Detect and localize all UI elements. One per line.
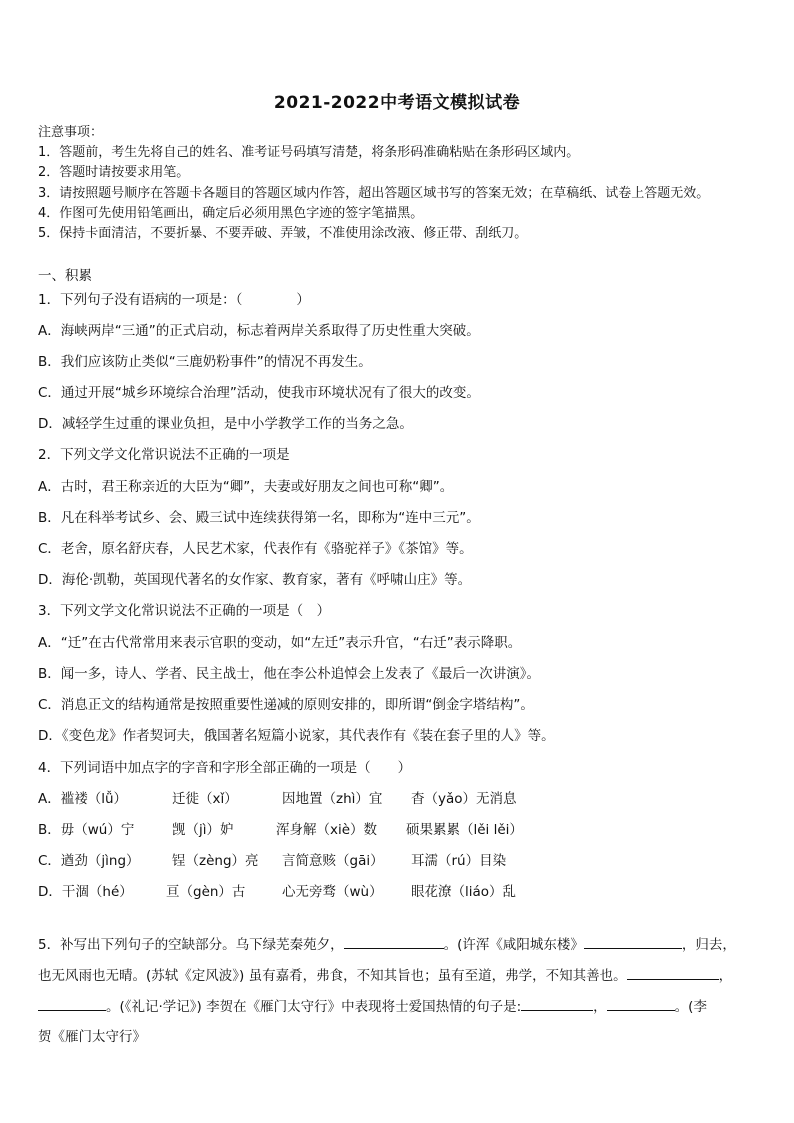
q5-line-2-text-a: 也无风雨也无晴。(苏轼《定风波》) 虽有嘉肴，弗食，不知其旨也；虽有至道，弗学，不知其善也。 bbox=[38, 968, 627, 984]
q5-line-2 bbox=[38, 967, 732, 984]
q4-c-word-2: 锃（zèng）亮 bbox=[172, 853, 259, 869]
q1-stem: 1．下列句子没有语病的一项是：（ ） bbox=[38, 292, 310, 308]
q2-option-b: B．凡在科举考试乡、会、殿三试中连续获得第一名，即称为“连中三元”。 bbox=[38, 510, 480, 526]
q2-option-c: C．老舍，原名舒庆春，人民艺术家，代表作有《骆驼祥子》《茶馆》等。 bbox=[38, 541, 473, 557]
q5-line-1 bbox=[38, 936, 736, 953]
q5-line-1-text-a: 5．补写出下列句子的空缺部分。乌下绿芜秦苑夕， bbox=[38, 937, 344, 953]
q4-b-word-2: 觊（jì）妒 bbox=[172, 822, 234, 838]
q4-d-word-2: 亘（gèn）古 bbox=[166, 884, 246, 900]
q3-option-b: B．闻一多，诗人、学者、民主战士，他在李公朴追悼会上发表了《最后一次讲演》。 bbox=[38, 666, 541, 682]
q4-a-word-1: A．褴褛（lǚ） bbox=[38, 791, 128, 807]
q4-b-word-1: B．毋（wú）宁 bbox=[38, 822, 135, 838]
q3-option-a: A．“迁”在古代常常用来表示官职的变动，如“左迁”表示升官，“右迁”表示降职。 bbox=[38, 635, 522, 651]
q4-c-word-3: 言简意赅（gāi） bbox=[282, 853, 384, 869]
q5-blank-1[interactable] bbox=[344, 936, 444, 949]
notice-item-1: 1．答题前，考生先将自己的姓名、准考证号码填写清楚，将条形码准确粘贴在条形码区域内。 bbox=[38, 145, 580, 160]
notice-item-5: 5．保持卡面清洁，不要折暴、不要弄破、弄皱，不准使用涂改液、修正带、刮纸刀。 bbox=[38, 226, 528, 241]
q3-option-c: C．消息正文的结构通常是按照重要性递减的原则安排的，即所谓“倒金字塔结构”。 bbox=[38, 697, 534, 713]
q5-line-1-text-b: 。(许浑《咸阳城东楼》 bbox=[443, 937, 584, 953]
q4-a-word-4: 杳（yǎo）无消息 bbox=[411, 791, 517, 807]
q5-line-3-text-a: 。(《礼记·学记》) 李贺在《雁门太守行》中表现将士爱国热情的句子是: bbox=[106, 999, 522, 1015]
q5-line-3-text-b: ， bbox=[593, 999, 607, 1015]
q4-b-word-3: 浑身解（xiè）数 bbox=[276, 822, 378, 838]
q5-blank-3[interactable] bbox=[627, 967, 719, 980]
notice-item-2: 2．答题时请按要求用笔。 bbox=[38, 165, 190, 180]
q1-option-c: C．通过开展“城乡环境综合治理”活动，使我市环境状况有了很大的改变。 bbox=[38, 385, 480, 401]
q2-stem: 2．下列文学文化常识说法不正确的一项是 bbox=[38, 447, 290, 463]
q2-option-a: A．古时，君王称亲近的大臣为“卿”，夫妻或好朋友之间也可称“卿”。 bbox=[38, 479, 454, 495]
q4-c-word-4: 耳濡（rú）目染 bbox=[411, 853, 507, 869]
q4-stem: 4．下列词语中加点字的字音和字形全部正确的一项是（ ） bbox=[38, 760, 412, 776]
q1-option-d: D．减轻学生过重的课业负担，是中小学教学工作的当务之急。 bbox=[38, 416, 413, 432]
q5-line-4: 贺《雁门太守行》 bbox=[38, 1029, 146, 1045]
q5-blank-6[interactable] bbox=[607, 998, 675, 1011]
exam-title: 2021-2022中考语文模拟试卷 bbox=[273, 93, 521, 113]
q4-d-word-4: 眼花潦（liáo）乱 bbox=[411, 884, 517, 900]
notice-heading: 注意事项： bbox=[38, 125, 104, 140]
q3-stem: 3．下列文学文化常识说法不正确的一项是（ ） bbox=[38, 603, 331, 619]
q5-blank-2[interactable] bbox=[584, 936, 682, 949]
q1-option-a: A．海峡两岸“三通”的正式启动，标志着两岸关系取得了历史性重大突破。 bbox=[38, 323, 480, 339]
q4-c-word-1: C．遒劲（jìng） bbox=[38, 853, 140, 869]
q5-line-3-text-c: 。(李 bbox=[674, 999, 707, 1015]
q5-line-3 bbox=[38, 998, 707, 1015]
q4-a-word-2: 迁徙（xǐ） bbox=[172, 791, 238, 807]
q5-line-2-text-b: ， bbox=[718, 968, 733, 984]
q4-a-word-3: 因地置（zhì）宜 bbox=[282, 791, 383, 807]
q5-blank-4[interactable] bbox=[38, 998, 106, 1011]
q5-blank-5[interactable] bbox=[521, 998, 593, 1011]
q1-option-b: B．我们应该防止类似“三鹿奶粉事件”的情况不再发生。 bbox=[38, 354, 372, 370]
q2-option-d: D．海伦·凯勒，英国现代著名的女作家、教育家，著有《呼啸山庄》等。 bbox=[38, 572, 472, 588]
q4-d-word-1: D．干涸（hé） bbox=[38, 884, 133, 900]
q3-option-d: D．《变色龙》作者契诃夫，俄国著名短篇小说家，其代表作有《装在套子里的人》等。 bbox=[38, 728, 555, 744]
section-heading: 一、积累 bbox=[38, 268, 92, 284]
notice-item-3: 3．请按照题号顺序在答题卡各题目的答题区域内作答，超出答题区域书写的答案无效；在草稿纸、试卷上答题无效。 bbox=[38, 186, 710, 201]
q4-b-word-4: 硕果累累（lěi lěi） bbox=[406, 822, 523, 838]
notice-item-4: 4．作图可先使用铅笔画出，确定后必须用黑色字迹的签字笔描黑。 bbox=[38, 206, 424, 221]
q4-d-word-3: 心无旁骛（wù） bbox=[282, 884, 383, 900]
q5-line-1-text-c: ，归去， bbox=[681, 937, 736, 953]
